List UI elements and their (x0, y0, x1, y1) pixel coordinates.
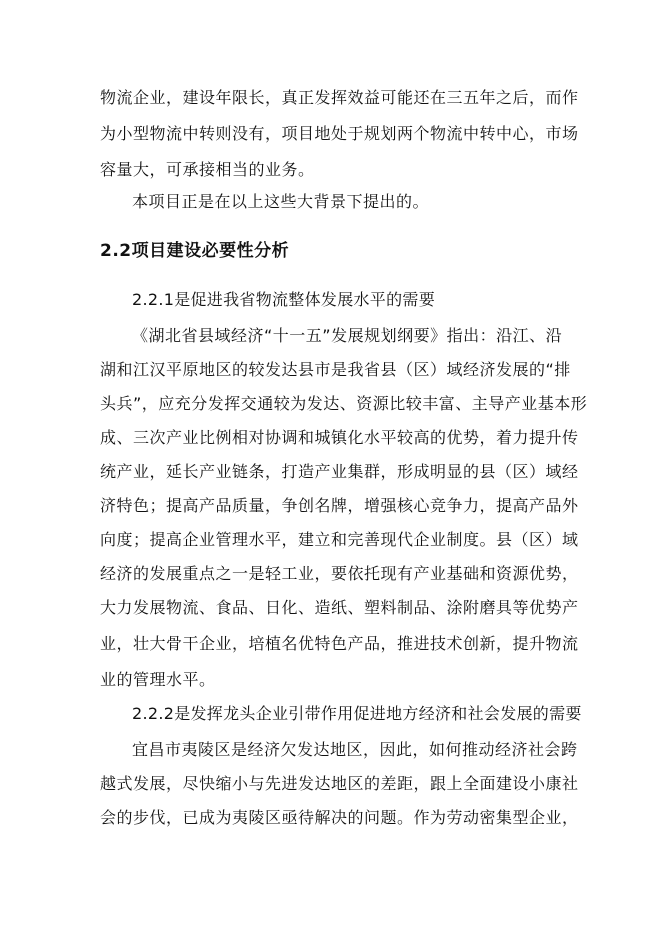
paragraph-line: 成、三次产业比例相对协调和城镇化水平较高的优势，着力提升传 (100, 428, 579, 447)
subsection-heading: 2.2.1是促进我省物流整体发展水平的需要 (132, 290, 436, 309)
paragraph-line: 湖和江汉平原地区的较发达县市是我省县（区）域经济发展的“排 (100, 360, 571, 379)
paragraph-line: 经济的发展重点之一是轻工业，要依托现有产业基础和资源优势， (100, 564, 579, 583)
paragraph-line: 统产业，延长产业链条，打造产业集群，形成明显的县（区）域经 (100, 462, 579, 481)
section-heading: 2.2项目建设必要性分析 (100, 241, 290, 261)
paragraph-line: 业，壮大骨干企业，培植名优特色产品，推进技术创新，提升物流 (100, 634, 579, 653)
paragraph-line: 业的管理水平。 (100, 670, 216, 689)
paragraph-line: 《湖北省县域经济“十一五”发展规划纲要》指出：沿江、沿 (132, 326, 563, 345)
paragraph-line: 物流企业，建设年限长，真正发挥效益可能还在三五年之后，而作 (100, 88, 579, 107)
paragraph-line: 济特色；提高产品质量，争创名牌，增强核心竞争力，提高产品外 (100, 496, 579, 515)
paragraph-line: 越式发展，尽快缩小与先进发达地区的差距，跟上全面建设小康社 (100, 774, 579, 793)
subsection-heading: 2.2.2是发挥龙头企业引带作用促进地方经济和社会发展的需要 (132, 704, 582, 723)
paragraph-line: 向度；提高企业管理水平，建立和完善现代企业制度。县（区）域 (100, 530, 579, 549)
paragraph-line: 本项目正是在以上这些大背景下提出的。 (132, 192, 430, 211)
paragraph-line: 头兵”，应充分发挥交通较为发达、资源比较丰富、主导产业基本形 (100, 394, 588, 413)
paragraph-line: 会的步伐，已成为夷陵区亟待解决的问题。作为劳动密集型企业， (100, 808, 579, 827)
paragraph-line: 宜昌市夷陵区是经济欠发达地区，因此，如何推动经济社会跨 (132, 740, 578, 759)
paragraph-line: 为小型物流中转则没有，项目地处于规划两个物流中转中心，市场 (100, 124, 579, 143)
paragraph-line: 大力发展物流、食品、日化、造纸、塑料制品、涂附磨具等优势产 (100, 598, 579, 617)
paragraph-line: 容量大，可承接相当的业务。 (100, 160, 315, 179)
